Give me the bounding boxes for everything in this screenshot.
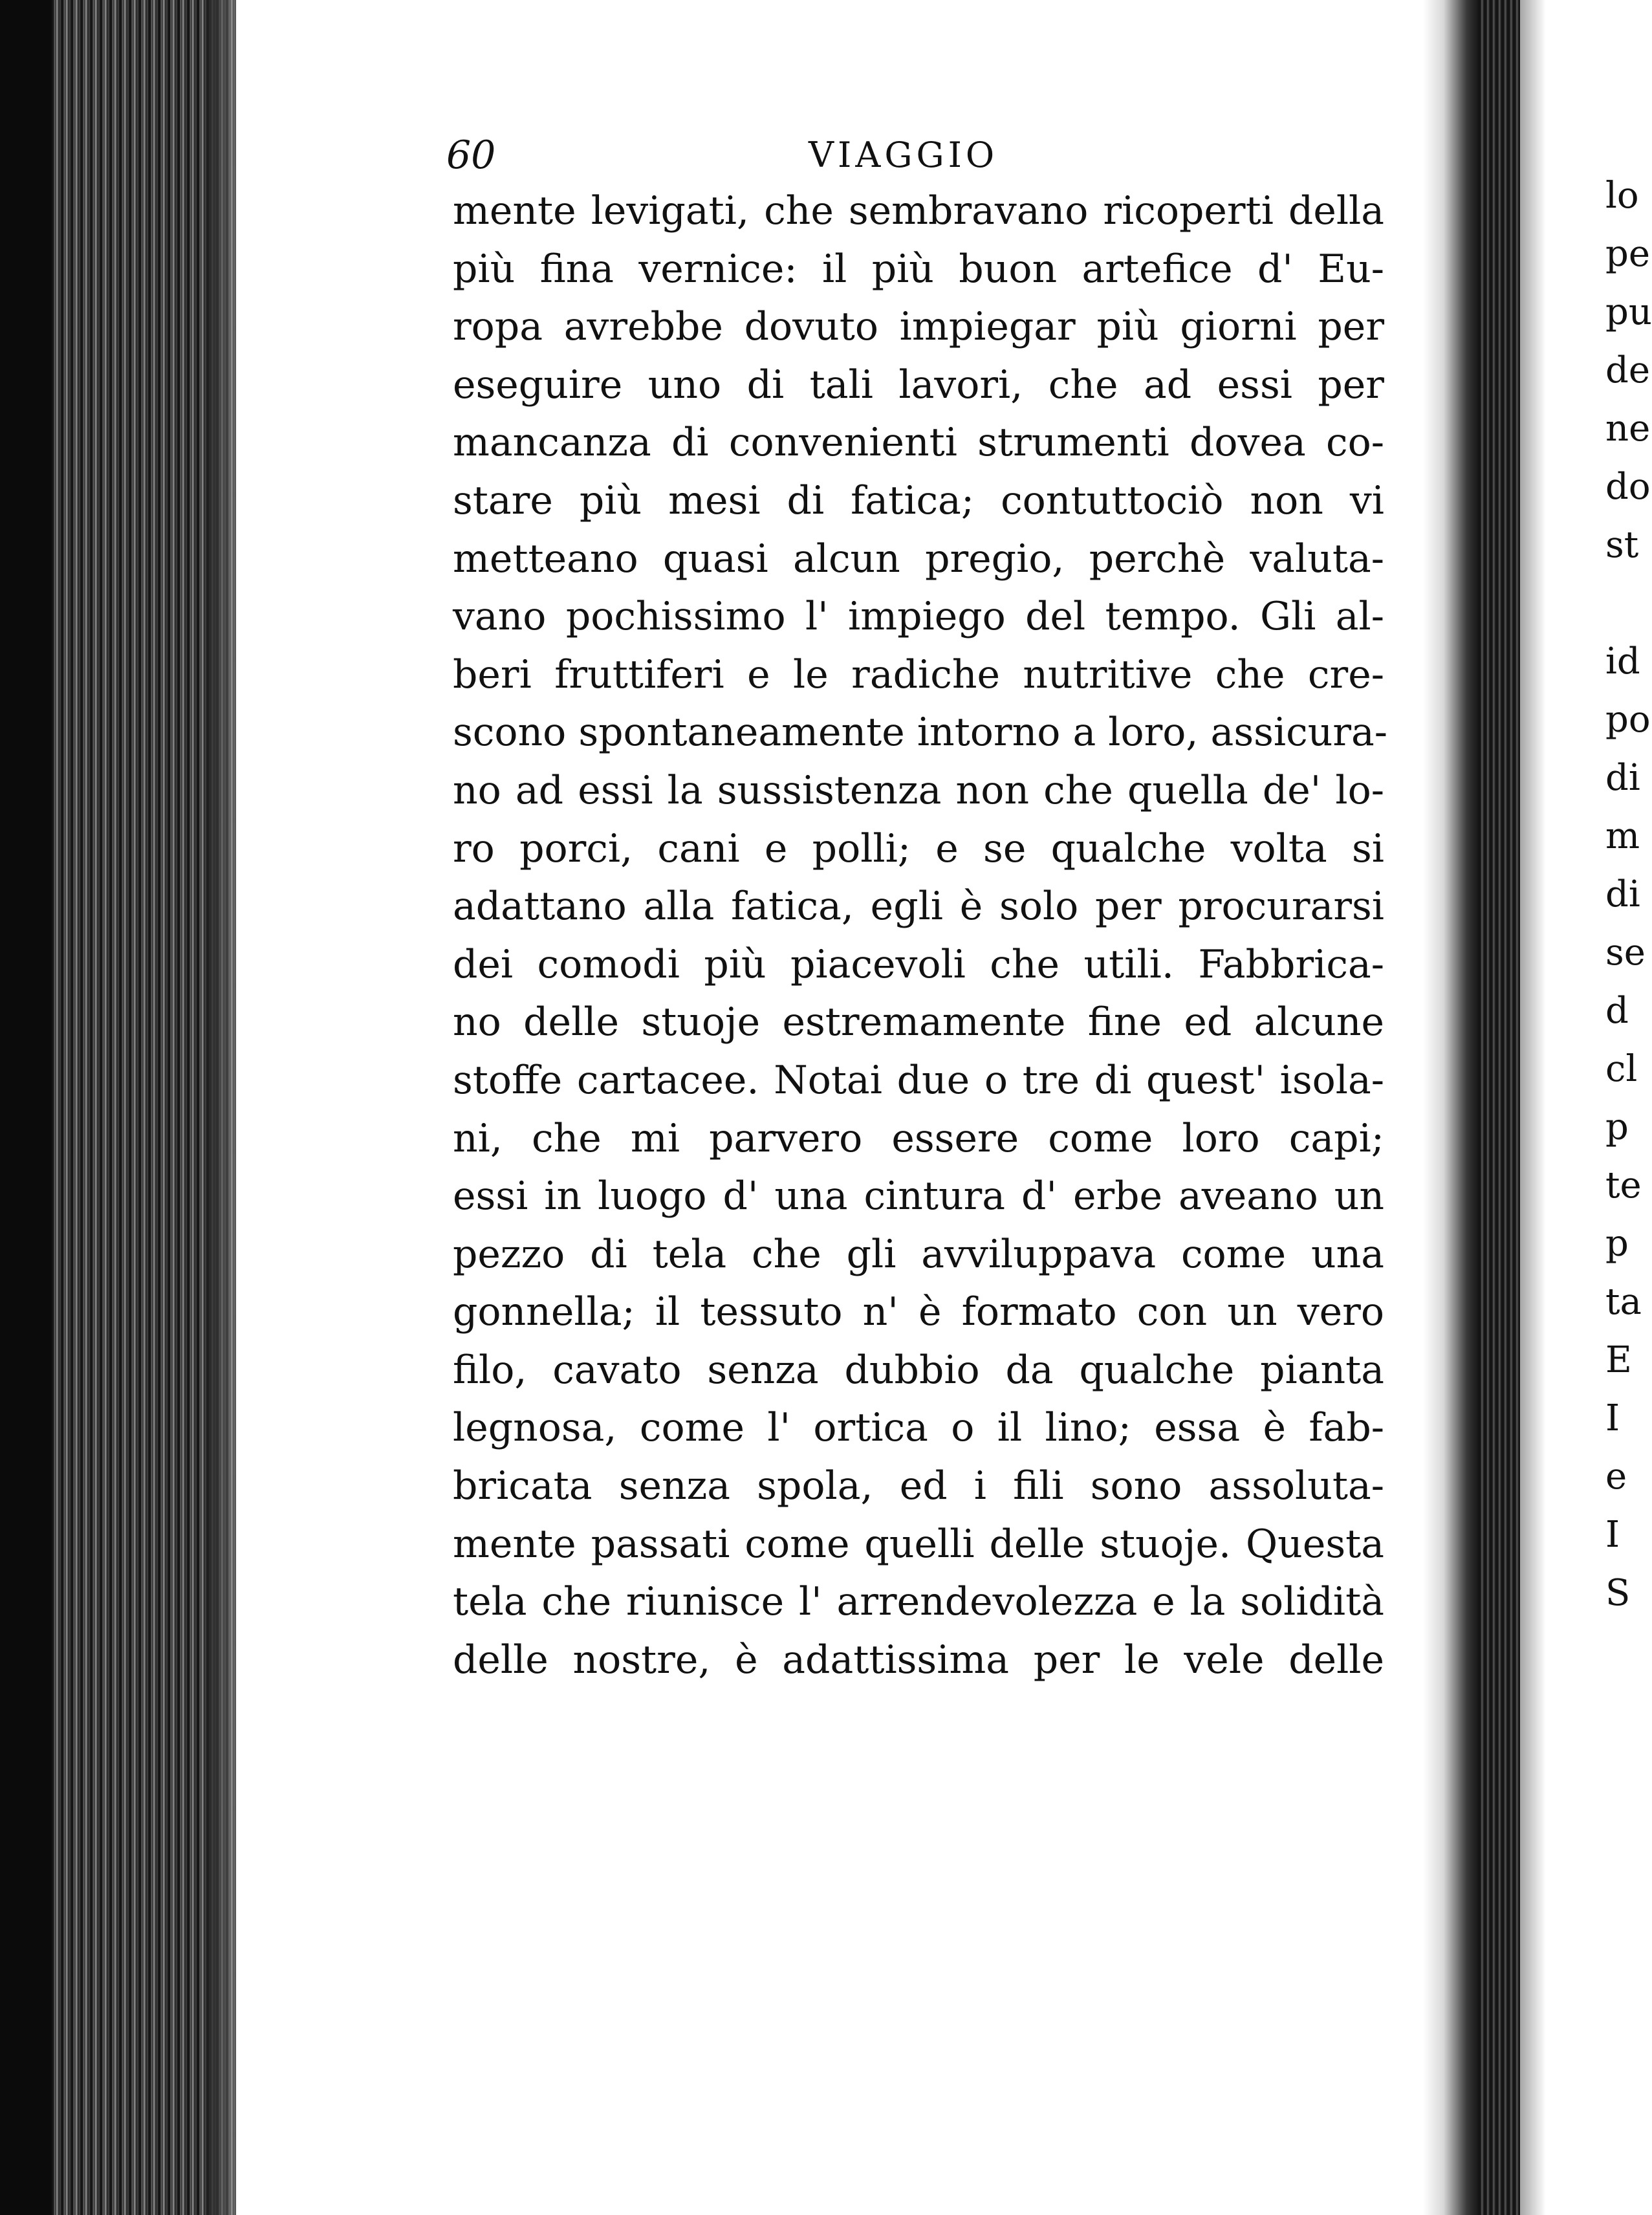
facing-fragment: di bbox=[1605, 873, 1640, 915]
facing-fragment: po bbox=[1605, 699, 1651, 741]
text-line: eseguire uno di tali lavori, che ad essi per bbox=[453, 362, 1384, 408]
facing-fragment: pe bbox=[1605, 233, 1650, 275]
text-line: mente passati come quelli delle stuoje. Questa bbox=[453, 1521, 1384, 1567]
facing-fragment: m bbox=[1605, 815, 1640, 857]
text-line: ropa avrebbe dovuto impiegar più giorni per bbox=[453, 304, 1384, 350]
facing-fragment: I bbox=[1605, 1514, 1620, 1556]
facing-fragment: p bbox=[1605, 1223, 1629, 1265]
page-header bbox=[446, 126, 1397, 184]
facing-fragment: e bbox=[1605, 1456, 1627, 1498]
text-line: gonnella; il tessuto n' è formato con un vero bbox=[453, 1289, 1384, 1335]
facing-fragment: p bbox=[1605, 1106, 1629, 1148]
page-edges bbox=[52, 0, 246, 2215]
text-line: stoffe cartacee. Notai due o tre di quest' isola- bbox=[453, 1057, 1384, 1103]
text-line: essi in luogo d' una cintura d' erbe aveano un bbox=[453, 1173, 1384, 1219]
facing-fragment: se bbox=[1605, 932, 1646, 974]
facing-fragment: te bbox=[1605, 1164, 1642, 1206]
text-line: più fina vernice: il più buon artefice d' Eu- bbox=[453, 246, 1384, 292]
text-line: mente levigati, che sembravano ricoperti della bbox=[453, 188, 1384, 234]
page-number: 60 bbox=[446, 133, 496, 178]
text-line: ni, che mi parvero essere come loro capi; bbox=[453, 1115, 1384, 1161]
facing-paragraph-gap bbox=[1605, 574, 1643, 633]
text-line: tela che riunisce l' arrendevolezza e la solidità bbox=[453, 1579, 1384, 1625]
facing-fragment: id bbox=[1605, 640, 1640, 682]
facing-fragment: st bbox=[1605, 524, 1639, 566]
facing-fragment: pu bbox=[1605, 291, 1652, 333]
text-line: bricata senza spola, ed i fili sono assoluta- bbox=[453, 1463, 1384, 1509]
facing-fragment: di bbox=[1605, 757, 1640, 799]
facing-fragment: de bbox=[1605, 349, 1650, 391]
text-line: scono spontaneamente intorno a loro, assicura- bbox=[453, 710, 1388, 756]
facing-fragment: cl bbox=[1605, 1048, 1638, 1090]
text-line: legnosa, come l' ortica o il lino; essa è fab- bbox=[453, 1405, 1384, 1451]
facing-page-text bbox=[1605, 167, 1652, 1622]
page-body bbox=[453, 182, 1388, 1689]
text-line: metteano quasi alcun pregio, perchè valuta- bbox=[453, 536, 1384, 582]
text-line: stare più mesi di fatica; contuttociò non vi bbox=[453, 477, 1384, 523]
facing-fragment: d bbox=[1605, 990, 1629, 1032]
facing-fragment: I bbox=[1605, 1397, 1620, 1439]
facing-fragment: S bbox=[1605, 1572, 1631, 1614]
text-line: delle nostre, è adattissima per le vele delle bbox=[453, 1637, 1384, 1683]
text-line: pezzo di tela che gli avviluppava come una bbox=[453, 1231, 1384, 1277]
facing-fragment: lo bbox=[1605, 175, 1639, 217]
facing-fragment: E bbox=[1605, 1339, 1632, 1381]
text-line: dei comodi più piacevoli che utili. Fabbrica- bbox=[453, 941, 1384, 987]
text-line: beri fruttiferi e le radiche nutritive che cre- bbox=[453, 651, 1384, 697]
facing-fragment: ne bbox=[1605, 408, 1651, 450]
text-line: vano pochissimo l' impiego del tempo. Gli al- bbox=[453, 594, 1384, 640]
text-line: adattano alla fatica, egli è solo per procurarsi bbox=[453, 884, 1384, 930]
text-line: no ad essi la sussistenza non che quella de' lo- bbox=[453, 767, 1384, 813]
facing-fragment: ta bbox=[1605, 1281, 1642, 1323]
binding-shadow bbox=[1423, 0, 1481, 2215]
running-title: VIAGGIO bbox=[809, 135, 999, 175]
binding-gutter bbox=[1478, 0, 1523, 2215]
text-line: no delle stuoje estremamente fine ed alcune bbox=[453, 999, 1384, 1045]
scanner-bed bbox=[0, 0, 58, 2215]
text-line: ro porci, cani e polli; e se qualche volta si bbox=[453, 825, 1384, 871]
text-line: mancanza di convenienti strumenti dovea co- bbox=[453, 420, 1384, 466]
text-line: filo, cavato senza dubbio da qualche pianta bbox=[453, 1347, 1384, 1393]
facing-fragment: do bbox=[1605, 466, 1651, 508]
